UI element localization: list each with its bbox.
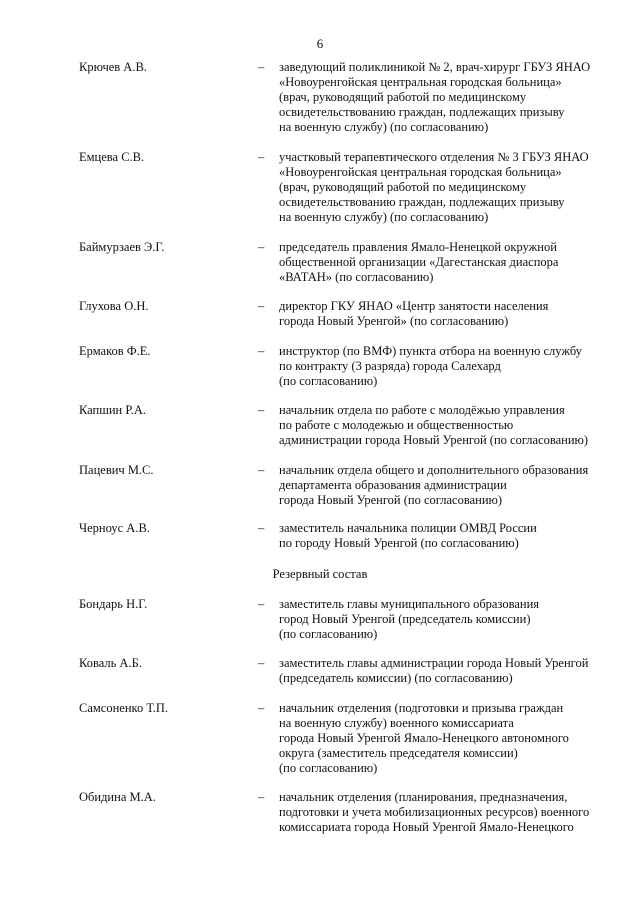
member-name: Ермаков Ф.Е. bbox=[79, 344, 151, 358]
member-role bbox=[279, 790, 624, 835]
role-line: директор ГКУ ЯНАО «Центр занятости населения bbox=[279, 299, 549, 313]
role-line: начальник отделения (подготовки и призыва граждан bbox=[279, 701, 564, 715]
role-line: комиссариата города Новый Уренгой Ямало-Ненецкого bbox=[279, 820, 574, 834]
member-name: Самсоненко Т.П. bbox=[79, 701, 168, 715]
dash: – bbox=[258, 656, 265, 670]
dash: – bbox=[258, 463, 265, 477]
member-role bbox=[279, 240, 624, 285]
member-name: Емцева С.В. bbox=[79, 150, 145, 164]
dash: – bbox=[258, 150, 265, 164]
dash: – bbox=[258, 240, 265, 254]
role-line: заведующий поликлиникой № 2, врач-хирург ГБУЗ ЯНАО bbox=[279, 60, 591, 74]
dash: – bbox=[258, 299, 265, 313]
dash: – bbox=[258, 597, 265, 611]
role-line: общественной организации «Дагестанская диаспора bbox=[279, 255, 559, 269]
member-role bbox=[279, 701, 624, 776]
role-line: (по согласованию) bbox=[279, 761, 378, 775]
dash: – bbox=[258, 790, 265, 804]
role-line: города Новый Уренгой Ямало-Ненецкого автономного bbox=[279, 731, 569, 745]
role-line: по городу Новый Уренгой (по согласованию) bbox=[279, 536, 519, 550]
member-role bbox=[279, 150, 624, 225]
role-line: заместитель главы администрации города Новый Уренгой bbox=[279, 656, 589, 670]
dash: – bbox=[258, 60, 265, 74]
role-line: (врач, руководящий работой по медицинскому bbox=[279, 90, 527, 104]
role-line: инструктор (по ВМФ) пункта отбора на военную службу bbox=[279, 344, 582, 358]
role-line: город Новый Уренгой (председатель комиссии) bbox=[279, 612, 531, 626]
role-line: города Новый Уренгой» (по согласованию) bbox=[279, 314, 509, 328]
role-line: департамента образования администрации bbox=[279, 478, 507, 492]
reserve-section-title: Резервный состав bbox=[272, 567, 368, 581]
member-name: Капшин Р.А. bbox=[79, 403, 147, 417]
role-line: по работе с молодежью и общественностью bbox=[279, 418, 514, 432]
dash: – bbox=[258, 403, 265, 417]
dash: – bbox=[258, 701, 265, 715]
role-line: города Новый Уренгой (по согласованию) bbox=[279, 493, 503, 507]
dash: – bbox=[258, 521, 265, 535]
member-role bbox=[279, 60, 624, 135]
role-line: подготовки и учета мобилизационных ресурсов) военного bbox=[279, 805, 590, 819]
role-line: участковый терапевтического отделения № 3 ГБУЗ ЯНАО bbox=[279, 150, 589, 164]
member-name: Глухова О.Н. bbox=[79, 299, 149, 313]
role-line: освидетельствованию граждан, подлежащих призыву bbox=[279, 195, 565, 209]
page-number: 6 bbox=[316, 36, 324, 51]
role-line: начальник отдела по работе с молодёжью управления bbox=[279, 403, 565, 417]
role-line: (врач, руководящий работой по медицинскому bbox=[279, 180, 527, 194]
role-line: (по согласованию) bbox=[279, 374, 378, 388]
role-line: начальник отдела общего и дополнительного образования bbox=[279, 463, 589, 477]
role-line: администрации города Новый Уренгой (по согласованию) bbox=[279, 433, 589, 447]
role-line: на военную службу) (по согласованию) bbox=[279, 120, 489, 134]
role-line: председатель правления Ямало-Ненецкой окружной bbox=[279, 240, 557, 254]
member-role bbox=[279, 403, 624, 448]
member-name: Крючев А.В. bbox=[79, 60, 147, 74]
member-role bbox=[279, 521, 624, 551]
member-name: Коваль А.Б. bbox=[79, 656, 142, 670]
role-line: начальник отделения (планирования, предназначения, bbox=[279, 790, 568, 804]
dash: – bbox=[258, 344, 265, 358]
role-line: на военную службу) (по согласованию) bbox=[279, 210, 489, 224]
role-line: заместитель главы муниципального образования bbox=[279, 597, 540, 611]
role-line: «Новоуренгойская центральная городская больница» bbox=[279, 165, 562, 179]
role-line: «Новоуренгойская центральная городская больница» bbox=[279, 75, 562, 89]
member-role bbox=[279, 299, 624, 329]
member-name: Баймурзаев Э.Г. bbox=[79, 240, 165, 254]
role-line: освидетельствованию граждан, подлежащих призыву bbox=[279, 105, 565, 119]
member-name: Бондарь Н.Г. bbox=[79, 597, 148, 611]
member-role bbox=[279, 597, 624, 642]
member-role bbox=[279, 656, 624, 686]
role-line: на военную службу) военного комиссариата bbox=[279, 716, 514, 730]
member-name: Черноус А.В. bbox=[79, 521, 150, 535]
role-line: (председатель комиссии) (по согласованию) bbox=[279, 671, 513, 685]
role-line: «ВАТАН» (по согласованию) bbox=[279, 270, 434, 284]
role-line: заместитель начальника полиции ОМВД России bbox=[279, 521, 537, 535]
role-line: округа (заместитель председателя комиссии) bbox=[279, 746, 518, 760]
member-role bbox=[279, 463, 624, 508]
member-name: Пацевич М.С. bbox=[79, 463, 154, 477]
role-line: (по согласованию) bbox=[279, 627, 378, 641]
role-line: по контракту (3 разряда) города Салехард bbox=[279, 359, 501, 373]
member-role bbox=[279, 344, 624, 389]
member-name: Обидина М.А. bbox=[79, 790, 156, 804]
